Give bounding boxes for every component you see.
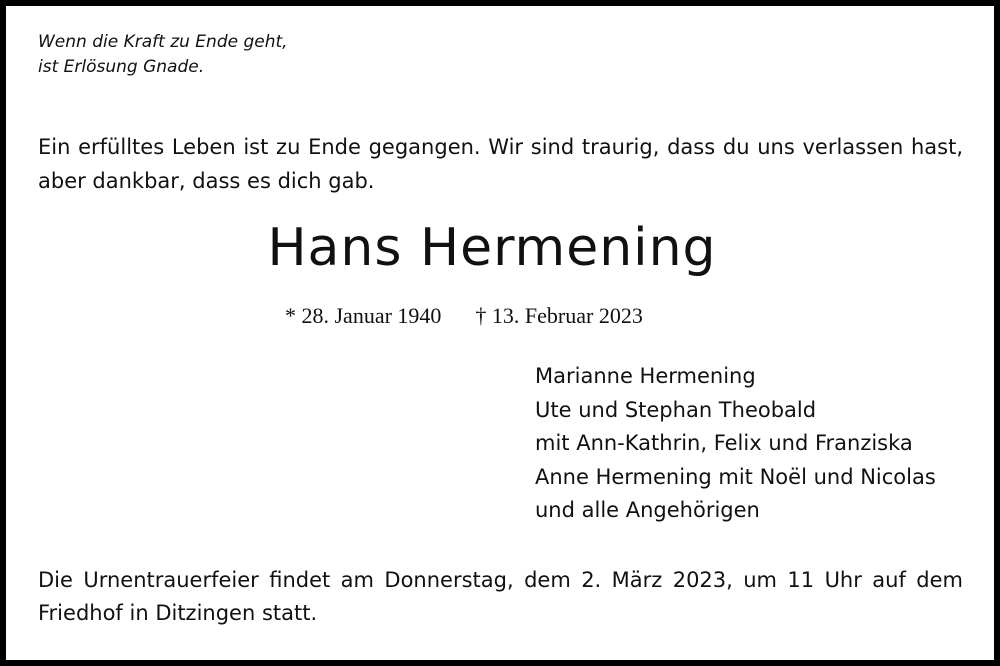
mourner-line: und alle Angehörigen <box>535 498 760 522</box>
mourners-list <box>535 360 936 528</box>
mourner-line: Marianne Hermening <box>535 364 756 388</box>
mourner-line: Anne Hermening mit Noël und Nicolas <box>535 464 936 489</box>
motto-line-1: Wenn die Kraft zu Ende geht, <box>38 32 288 52</box>
funeral-info <box>38 564 963 630</box>
funeral-info-line-2: Friedhof in Ditzingen statt. <box>38 601 318 625</box>
intro-line-2: aber dankbar, dass es dich gab. <box>38 169 375 193</box>
intro-text <box>38 130 963 198</box>
life-dates <box>285 303 643 329</box>
funeral-info-line-1: Die Urnentrauerfeier findet am Donnerstag, dem 2. März 2023, um 11 Uhr auf dem <box>38 568 963 592</box>
birth-date: * 28. Januar 1940 <box>285 303 442 328</box>
mourner-line: mit Ann-Kathrin, Felix und Franziska <box>535 431 913 455</box>
death-date: † 13. Februar 2023 <box>475 303 643 328</box>
deceased-name: Hans Hermening <box>267 218 717 278</box>
motto <box>38 30 288 80</box>
motto-line-2: ist Erlösung Gnade. <box>38 57 205 77</box>
mourner-line: Ute und Stephan Theobald <box>535 397 817 422</box>
obituary-notice <box>6 6 994 660</box>
intro-line-1: Ein erfülltes Leben ist zu Ende gegangen. Wir sind traurig, dass du uns verlassen hast, <box>38 135 963 159</box>
